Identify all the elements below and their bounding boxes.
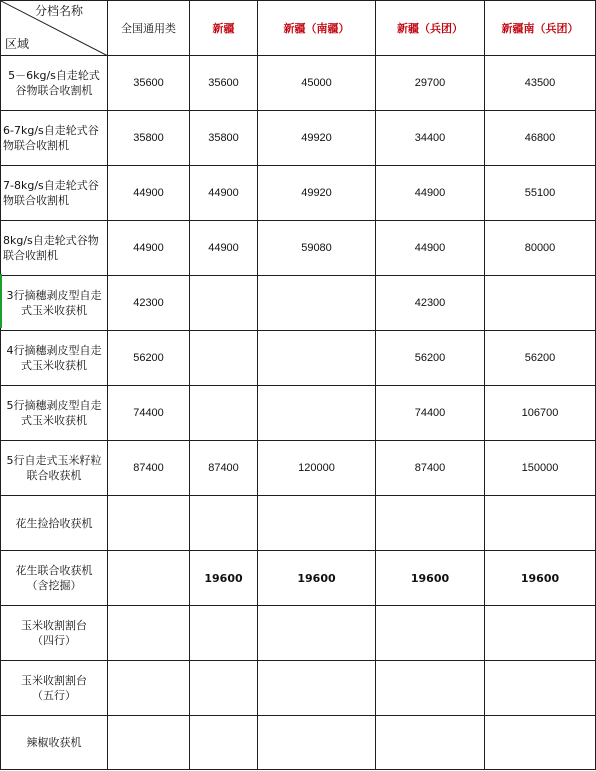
row-label-line: 4行摘穗剥皮型自走	[6, 344, 102, 357]
value-cell: 19600	[258, 551, 376, 606]
value-cell: 45000	[258, 56, 376, 111]
row-label-line: 联合收割机	[3, 249, 58, 262]
value-cell: 35600	[108, 56, 190, 111]
table-row	[1, 606, 596, 661]
table-row	[1, 276, 596, 331]
column-header-xinjiang-south-corps: 新疆南（兵团）	[485, 1, 596, 56]
value-cell	[108, 551, 190, 606]
column-header-national: 全国通用类	[108, 1, 190, 56]
value-cell: 46800	[485, 111, 596, 166]
left-edge-marker	[0, 274, 2, 328]
value-cell: 49920	[258, 166, 376, 221]
value-cell	[190, 716, 258, 770]
value-cell: 74400	[376, 386, 485, 441]
value-cell	[485, 606, 596, 661]
value-cell	[485, 716, 596, 770]
row-label-line: 辣椒收获机	[26, 736, 82, 749]
value-cell: 29700	[376, 56, 485, 111]
value-cell: 56200	[376, 331, 485, 386]
value-cell: 19600	[190, 551, 258, 606]
corner-header-cell	[1, 1, 108, 56]
row-label-line: 6-7kg/s自走轮式谷	[3, 124, 99, 137]
value-cell: 35600	[190, 56, 258, 111]
value-cell: 19600	[376, 551, 485, 606]
value-cell	[485, 661, 596, 716]
row-label-cell	[1, 551, 108, 606]
row-label-line: 7-8kg/s自走轮式谷	[3, 179, 99, 192]
value-cell: 42300	[376, 276, 485, 331]
row-label-cell	[1, 661, 108, 716]
value-cell: 87400	[108, 441, 190, 496]
table-row	[1, 166, 596, 221]
table-row	[1, 496, 596, 551]
value-cell	[258, 716, 376, 770]
value-cell: 44900	[190, 166, 258, 221]
value-cell	[108, 661, 190, 716]
value-cell: 74400	[108, 386, 190, 441]
row-label-line: 5行摘穗剥皮型自走	[6, 399, 102, 412]
value-cell: 56200	[108, 331, 190, 386]
table-row	[1, 331, 596, 386]
value-cell	[190, 331, 258, 386]
value-cell: 80000	[485, 221, 596, 276]
row-label-line: 物联合收割机	[3, 139, 69, 152]
value-cell: 55100	[485, 166, 596, 221]
table-row	[1, 386, 596, 441]
corner-bottom-label: 区域	[5, 37, 30, 51]
value-cell: 35800	[190, 111, 258, 166]
value-cell: 44900	[376, 166, 485, 221]
row-label-line: （含挖掘）	[26, 579, 82, 592]
row-label-line: 8kg/s自走轮式谷物	[3, 234, 99, 247]
row-label-cell	[1, 111, 108, 166]
value-cell	[258, 331, 376, 386]
table-row	[1, 716, 596, 770]
row-label-cell	[1, 166, 108, 221]
value-cell	[108, 606, 190, 661]
row-label-cell	[1, 386, 108, 441]
row-label-line: 物联合收割机	[3, 194, 69, 207]
value-cell: 44900	[108, 166, 190, 221]
table-row	[1, 551, 596, 606]
value-cell	[376, 496, 485, 551]
column-header-xinjiang: 新疆	[190, 1, 258, 56]
value-cell	[258, 496, 376, 551]
value-cell	[485, 276, 596, 331]
row-label-line: 花生联合收获机	[15, 564, 93, 577]
value-cell: 49920	[258, 111, 376, 166]
value-cell: 34400	[376, 111, 485, 166]
table-row	[1, 661, 596, 716]
value-cell	[376, 716, 485, 770]
row-label-cell	[1, 331, 108, 386]
value-cell: 59080	[258, 221, 376, 276]
row-label-line: 式玉米收获机	[21, 304, 87, 317]
row-label-cell	[1, 716, 108, 770]
row-label-cell	[1, 606, 108, 661]
value-cell	[108, 496, 190, 551]
column-header-xinjiang-south: 新疆（南疆）	[258, 1, 376, 56]
value-cell	[258, 386, 376, 441]
value-cell: 44900	[190, 221, 258, 276]
value-cell: 19600	[485, 551, 596, 606]
value-cell	[376, 661, 485, 716]
header-row	[1, 1, 596, 56]
table-row	[1, 441, 596, 496]
value-cell	[190, 276, 258, 331]
value-cell	[108, 716, 190, 770]
value-cell: 106700	[485, 386, 596, 441]
value-cell: 35800	[108, 111, 190, 166]
row-label-line: 花生捡拾收获机	[15, 516, 93, 530]
value-cell	[258, 606, 376, 661]
row-label-line: 联合收获机	[26, 469, 82, 482]
row-label-cell	[1, 276, 108, 331]
row-label-line: 玉米收割割台	[21, 619, 87, 632]
row-label-line: （五行）	[32, 689, 76, 702]
value-cell	[258, 661, 376, 716]
row-label-line: （四行）	[32, 634, 76, 647]
value-cell	[485, 496, 596, 551]
row-label-line: 式玉米收获机	[21, 414, 87, 427]
value-cell	[258, 276, 376, 331]
corner-top-label: 分档名称	[34, 4, 83, 18]
value-cell	[190, 496, 258, 551]
row-label-line: 谷物联合收割机	[15, 84, 93, 97]
value-cell: 56200	[485, 331, 596, 386]
row-label-line: 玉米收割割台	[21, 674, 87, 687]
value-cell: 120000	[258, 441, 376, 496]
value-cell: 87400	[376, 441, 485, 496]
table-row	[1, 111, 596, 166]
row-label-line: 5行自走式玉米籽粒	[6, 454, 102, 467]
value-cell: 87400	[190, 441, 258, 496]
table-row	[1, 221, 596, 276]
column-header-xinjiang-corps: 新疆（兵团）	[376, 1, 485, 56]
value-cell	[190, 661, 258, 716]
row-label-cell	[1, 496, 108, 551]
value-cell: 42300	[108, 276, 190, 331]
row-label-cell	[1, 56, 108, 111]
row-label-line: 5－6kg/s自走轮式	[8, 69, 100, 82]
value-cell: 43500	[485, 56, 596, 111]
value-cell: 44900	[376, 221, 485, 276]
row-label-cell	[1, 441, 108, 496]
value-cell	[190, 606, 258, 661]
row-label-line: 式玉米收获机	[21, 359, 87, 372]
table-row	[1, 56, 596, 111]
row-label-cell	[1, 221, 108, 276]
value-cell	[190, 386, 258, 441]
row-label-line: 3行摘穗剥皮型自走	[6, 289, 102, 302]
value-cell: 150000	[485, 441, 596, 496]
value-cell	[376, 606, 485, 661]
value-cell: 44900	[108, 221, 190, 276]
